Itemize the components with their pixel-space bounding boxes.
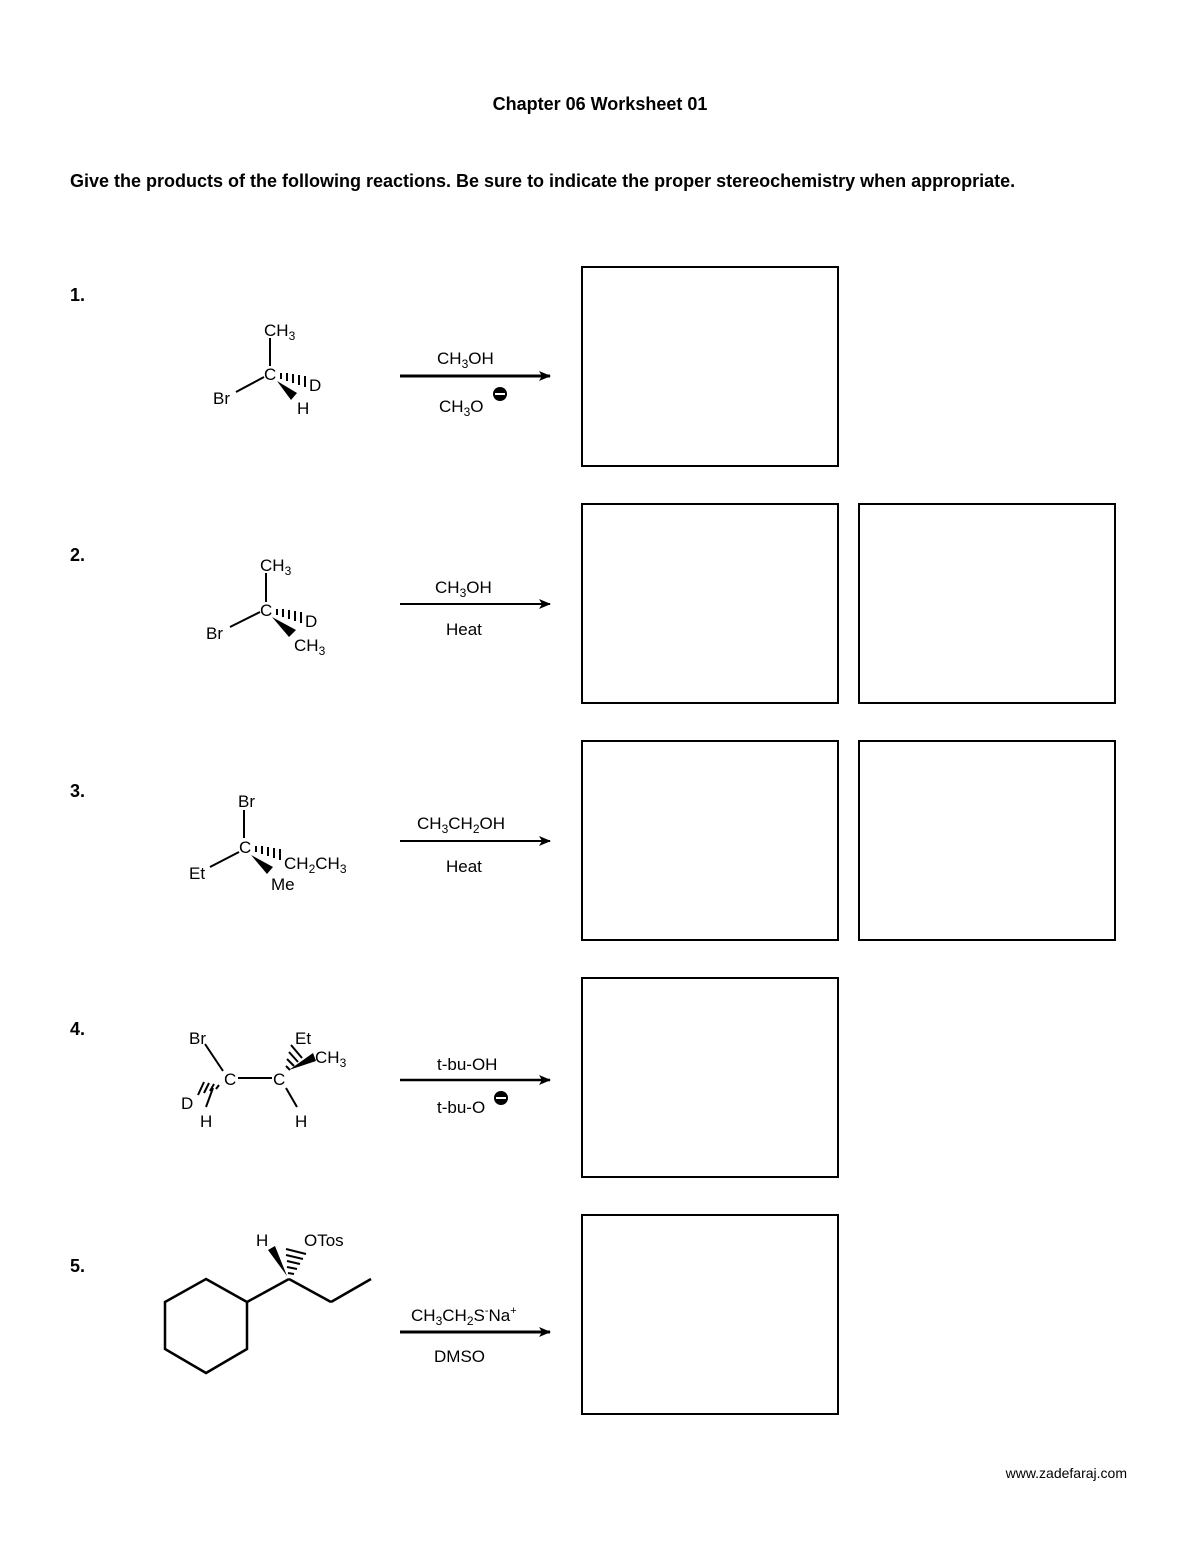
hashed-bond xyxy=(286,1249,306,1274)
problem-number-3: 3. xyxy=(70,781,86,801)
anion-charge-icon xyxy=(494,1091,508,1105)
molecule-2 xyxy=(206,556,326,658)
svg-text:OTos: OTos xyxy=(304,1231,344,1250)
problem-number-5: 5. xyxy=(70,1256,86,1276)
wedge-bond xyxy=(277,381,297,400)
svg-text:Br: Br xyxy=(206,624,223,643)
svg-text:CH3CH2OH: $CH_3CH_2OH$ xyxy=(417,814,505,836)
svg-text:C: C xyxy=(239,838,252,857)
wedge-bond xyxy=(251,855,273,874)
svg-text:H: H xyxy=(295,1112,308,1131)
molecule-3 xyxy=(189,792,347,894)
svg-text:Heat: Heat xyxy=(446,620,482,639)
molecule-4 xyxy=(181,1029,347,1131)
svg-text:CH3O: $CH_3O$ xyxy=(439,397,484,419)
svg-text:Et: Et xyxy=(295,1029,312,1048)
svg-text:D: D xyxy=(305,612,318,631)
wedge-bond xyxy=(268,1246,287,1276)
svg-text:CH3OH: $CH_3OH$ xyxy=(435,578,492,600)
molecule-5 xyxy=(165,1231,371,1373)
hashed-bond xyxy=(277,609,301,623)
svg-text:C: C xyxy=(260,601,273,620)
instructions: Give the products of the following reactions. Be sure to indicate the proper stereochemistry when appropriate. xyxy=(70,171,1016,191)
svg-text:D: D xyxy=(181,1094,194,1113)
reaction-arrow-5 xyxy=(400,1305,550,1366)
reaction-arrow-1 xyxy=(400,349,550,419)
hashed-bond xyxy=(256,846,280,860)
svg-text:H: H xyxy=(200,1112,213,1131)
svg-text:t-bu-O: t-bu-O xyxy=(437,1098,486,1117)
svg-text:CH3: $CH_3$ xyxy=(315,1048,347,1070)
svg-text:CH2CH3: $CH_2CH_3$ xyxy=(284,854,347,876)
svg-text:Br: Br xyxy=(238,792,255,811)
ch3-label: $CH_3$ xyxy=(264,321,296,343)
cyclohexane-ring xyxy=(165,1279,247,1373)
reaction-arrow-2 xyxy=(400,578,550,639)
svg-text:Heat: Heat xyxy=(446,857,482,876)
svg-text:C: C xyxy=(224,1070,237,1089)
svg-text:t-bu-OH: t-bu-OH xyxy=(437,1055,498,1074)
svg-text:Et: Et xyxy=(189,864,206,883)
svg-text:H: H xyxy=(256,1231,269,1250)
hashed-bond xyxy=(281,373,305,387)
svg-text:CH3: $CH_3$ xyxy=(294,636,326,658)
footer-website: www.zadefaraj.com xyxy=(1005,1465,1127,1481)
carbon-label: C xyxy=(264,365,277,384)
problem-number-2: 2. xyxy=(70,545,86,565)
molecule-1 xyxy=(213,321,321,418)
svg-text:CH3OH: $CH_3OH$ xyxy=(437,349,494,371)
reaction-arrow-3 xyxy=(400,814,550,876)
bromine-label: Br xyxy=(213,389,230,408)
svg-text:C: C xyxy=(273,1070,286,1089)
svg-text:Br: Br xyxy=(189,1029,206,1048)
svg-text:Me: Me xyxy=(271,875,295,894)
hashed-bond-left xyxy=(198,1082,219,1095)
deuterium-label: D xyxy=(309,376,322,395)
reaction-arrow-4 xyxy=(400,1055,550,1117)
page-title: Chapter 06 Worksheet 01 xyxy=(492,94,708,114)
svg-text:DMSO: DMSO xyxy=(434,1347,485,1366)
hydrogen-label: H xyxy=(297,399,310,418)
anion-charge-icon xyxy=(493,387,507,401)
svg-text:CH3: $CH_3$ xyxy=(260,556,292,578)
problem-number-4: 4. xyxy=(70,1019,86,1039)
svg-text:CH3CH2S-Na+: $CH_3CH_2S^-Na^+$ xyxy=(411,1305,517,1328)
wedge-bond xyxy=(272,617,296,637)
problem-number-1: 1. xyxy=(70,285,86,305)
